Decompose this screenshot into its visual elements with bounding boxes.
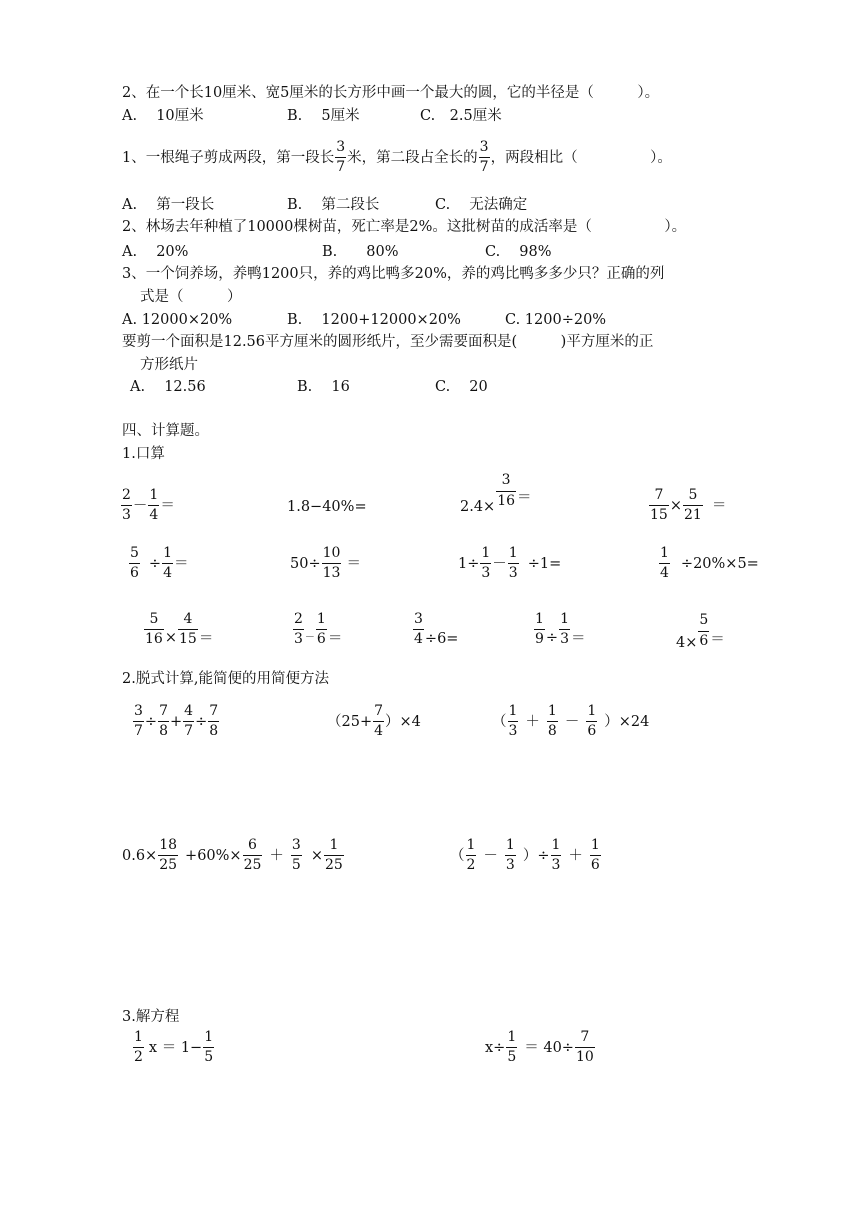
denominator: 7 xyxy=(134,723,143,740)
numerator: 1 xyxy=(149,487,159,503)
mc-q3-text: 2、林场去年种植了10000棵树苗，死亡率是2%。这批树苗的成活率是（ ）。 xyxy=(122,219,687,235)
fraction xyxy=(133,1030,144,1066)
oral-item xyxy=(292,612,342,648)
numerator: 4 xyxy=(183,611,193,627)
operator-text: ÷ xyxy=(195,713,208,730)
mc-q1-option-b: B. 5厘米 xyxy=(287,108,360,124)
fraction xyxy=(659,546,670,582)
mc-q5-option-a: A. 12.56 xyxy=(130,379,206,395)
denominator: 3 xyxy=(294,631,303,648)
fraction xyxy=(506,1030,517,1066)
mc-q3-option-b: B. 80% xyxy=(322,244,399,260)
denominator: 3 xyxy=(560,631,569,648)
denominator: 3 xyxy=(481,565,491,582)
denominator: 2 xyxy=(134,1049,143,1066)
operator-text: － xyxy=(492,555,507,572)
operator-text: ＝ xyxy=(327,630,343,647)
operator-text: 0.6× xyxy=(122,847,158,864)
oral-item xyxy=(120,488,175,524)
mc-q2-option-a: A. 第一段长 xyxy=(122,197,215,213)
numerator: 1 xyxy=(507,1029,517,1045)
mc-q4-option-b: B. 1200+12000×20% xyxy=(287,312,461,328)
fraction xyxy=(158,838,178,874)
denominator: 4 xyxy=(414,631,423,648)
numerator: 1 xyxy=(535,611,544,627)
fraction xyxy=(683,488,703,524)
numerator: 1 xyxy=(163,545,172,561)
fraction xyxy=(129,546,140,582)
mc-q2-mid: 米，第二段占全长的 xyxy=(347,149,478,166)
fraction xyxy=(121,488,132,524)
operator-text: ＋ xyxy=(269,847,284,864)
numerator: 2 xyxy=(294,611,303,627)
denominator: 25 xyxy=(159,857,178,874)
numerator: 1 xyxy=(560,611,569,627)
numerator: 7 xyxy=(374,703,384,719)
operator-text: ÷ xyxy=(545,629,559,646)
numerator: 7 xyxy=(654,487,664,503)
oral-heading: 1.口算 xyxy=(122,446,165,462)
denominator: 21 xyxy=(683,507,702,524)
operator-text: ＝ xyxy=(198,630,214,647)
denominator: 8 xyxy=(159,723,168,740)
mc-q1-option-a: A. 10厘米 xyxy=(122,108,204,124)
fraction xyxy=(480,546,491,582)
operator-text: × xyxy=(310,847,323,864)
numerator: 7 xyxy=(159,703,168,719)
denominator: 4 xyxy=(163,565,172,582)
denominator: 10 xyxy=(575,1049,594,1066)
operator-text: － xyxy=(132,497,148,514)
operator-text: 2.4× xyxy=(460,499,496,515)
numerator: 4 xyxy=(184,703,194,719)
numerator: 7 xyxy=(580,1029,590,1045)
denominator: 6 xyxy=(699,632,709,649)
fraction xyxy=(133,704,144,740)
operator-text: ＋ xyxy=(525,713,540,730)
denominator: 7 xyxy=(479,159,489,176)
mc-q3-option-a: A. 20% xyxy=(122,244,189,260)
numerator: 1 xyxy=(505,837,515,853)
denominator: 25 xyxy=(324,857,343,874)
calc-expression xyxy=(122,838,345,874)
operator-text: ＝ 40÷ xyxy=(524,1039,574,1056)
fraction xyxy=(586,704,597,740)
operator-text: × xyxy=(164,629,177,646)
denominator: 13 xyxy=(322,565,341,582)
numerator: 1 xyxy=(551,837,561,853)
fraction xyxy=(413,612,424,648)
operator-text: （25+ xyxy=(327,713,373,730)
fraction xyxy=(575,1030,595,1066)
numerator: 3 xyxy=(134,703,143,719)
mc-q1-option-c: C. 2.5厘米 xyxy=(420,108,502,124)
numerator: 1 xyxy=(316,611,326,627)
operator-text: （ xyxy=(492,713,507,730)
denominator: 5 xyxy=(507,1049,517,1066)
fraction xyxy=(178,612,198,648)
numerator: 1 xyxy=(590,837,600,853)
denominator: 3 xyxy=(551,857,561,874)
operator-text: x÷ xyxy=(485,1039,506,1056)
numerator: 10 xyxy=(322,545,341,561)
fraction xyxy=(373,704,384,740)
fraction xyxy=(547,704,558,740)
oral-item xyxy=(458,546,561,582)
oral-item xyxy=(533,612,586,648)
fraction xyxy=(534,612,545,648)
mc-q5-option-c: C. 20 xyxy=(435,379,488,395)
denominator: 3 xyxy=(508,565,518,582)
mc-q4-option-c: C. 1200÷20% xyxy=(505,312,607,328)
numerator: 1 xyxy=(466,837,476,853)
numerator: 5 xyxy=(130,545,139,561)
operator-text: ＝ xyxy=(710,632,725,648)
operator-text: ＝ xyxy=(346,555,361,572)
operator-text: ＝ xyxy=(571,630,586,647)
fraction xyxy=(335,140,346,176)
fraction xyxy=(162,546,173,582)
numerator: 3 xyxy=(501,472,511,489)
denominator: 6 xyxy=(130,565,139,582)
denominator: 2 xyxy=(466,857,476,874)
equation xyxy=(485,1030,596,1066)
fraction xyxy=(508,546,519,582)
fraction xyxy=(590,838,601,874)
operator-text: × xyxy=(669,497,682,514)
numerator: 1 xyxy=(329,837,339,853)
denominator: 16 xyxy=(497,492,516,509)
oral-item: 1.8−40%= xyxy=(287,499,367,515)
operator-text: ÷ xyxy=(144,713,158,730)
denominator: 15 xyxy=(650,507,668,524)
operator-text: +60%× xyxy=(185,847,242,864)
denominator: 3 xyxy=(122,507,131,524)
numerator: 3 xyxy=(479,139,489,155)
mc-q5-text-line1: 要剪一个面积是12.56平方厘米的圆形纸片，至少需要面积是( )平方厘米的正 xyxy=(122,334,654,350)
section-title: 四、计算题。 xyxy=(122,423,209,439)
denominator: 4 xyxy=(149,507,159,524)
oral-item xyxy=(128,546,189,582)
fraction xyxy=(293,612,304,648)
fraction xyxy=(158,704,169,740)
mc-q2-option-c: C. 无法确定 xyxy=(435,197,528,213)
denominator: 5 xyxy=(291,857,301,874)
operator-text: ÷ xyxy=(148,555,162,572)
numerator: 1 xyxy=(508,545,518,561)
denominator: 7 xyxy=(184,723,194,740)
mc-q4-text-line2: 式是（ ） xyxy=(140,289,242,305)
oral-item xyxy=(412,612,458,648)
operator-text: （ xyxy=(450,847,465,864)
numerator: 1 xyxy=(508,703,518,719)
mc-q2-pre: 1、一根绳子剪成两段，第一段长 xyxy=(122,149,335,166)
calc-expression xyxy=(327,704,421,740)
denominator: 4 xyxy=(374,723,384,740)
numerator: 5 xyxy=(688,487,698,503)
calc-expression xyxy=(132,704,220,740)
numerator: 1 xyxy=(587,703,597,719)
mc-q5-option-b: B. 16 xyxy=(297,379,350,395)
numerator: 1 xyxy=(660,545,669,561)
mc-q3-option-c: C. 98% xyxy=(485,244,552,260)
numerator: 5 xyxy=(149,611,159,627)
mc-q4-text-line1: 3、一个饲养场，养鸭1200只，养的鸡比鸭多20%，养的鸡比鸭多多少只？正确的列 xyxy=(122,266,665,282)
numerator: 3 xyxy=(336,139,346,155)
operator-text: ＝ xyxy=(517,490,532,506)
operator-text: － xyxy=(304,631,315,643)
numerator: 5 xyxy=(699,612,709,629)
calc-expression xyxy=(492,704,649,740)
denominator: 5 xyxy=(204,1049,214,1066)
fraction xyxy=(203,1030,214,1066)
fraction xyxy=(291,838,302,874)
fraction xyxy=(649,488,669,524)
denominator: 4 xyxy=(660,565,669,582)
mc-q1-text: 2、在一个长10厘米、宽5厘米的长方形中画一个最大的圆，它的半径是（ ）。 xyxy=(122,85,660,101)
fraction xyxy=(466,838,477,874)
equation-heading: 3.解方程 xyxy=(122,1009,180,1025)
denominator: 8 xyxy=(547,723,557,740)
operator-text: ）×24 xyxy=(604,713,650,730)
fraction xyxy=(243,838,263,874)
fraction xyxy=(183,704,194,740)
fraction xyxy=(505,838,516,874)
mc-q2-post: ，两段相比（ ）。 xyxy=(490,149,672,166)
denominator: 6 xyxy=(587,723,597,740)
calc-expression xyxy=(450,838,602,874)
fraction xyxy=(148,488,159,524)
oral-item xyxy=(648,488,726,524)
operator-text: ÷1= xyxy=(527,555,562,572)
fraction xyxy=(698,613,709,649)
calc-heading: 2.脱式计算,能简便的用简便方法 xyxy=(122,671,329,687)
denominator: 16 xyxy=(145,631,163,648)
fraction xyxy=(496,473,516,509)
denominator: 3 xyxy=(508,723,518,740)
fraction xyxy=(559,612,570,648)
operator-text: ÷20%×5= xyxy=(680,555,759,572)
fraction xyxy=(508,704,519,740)
operator-text: ＝ xyxy=(711,497,727,514)
operator-text: ＝ xyxy=(160,497,175,514)
operator-text: － xyxy=(564,713,580,730)
denominator: 8 xyxy=(209,723,219,740)
operator-text: ＝ xyxy=(174,555,189,572)
operator-text: ÷6= xyxy=(424,630,459,647)
operator-text: x ＝ 1− xyxy=(148,1039,203,1056)
denominator: 7 xyxy=(336,159,346,176)
fraction xyxy=(479,140,490,176)
denominator: 15 xyxy=(178,631,197,648)
operator-text: 50÷ xyxy=(290,555,321,572)
fraction xyxy=(551,838,562,874)
fraction xyxy=(322,546,342,582)
numerator: 3 xyxy=(414,611,423,627)
denominator: 9 xyxy=(535,631,544,648)
numerator: 7 xyxy=(209,703,219,719)
numerator: 3 xyxy=(291,837,301,853)
operator-text: ）×4 xyxy=(385,713,421,730)
fraction xyxy=(316,612,327,648)
denominator: 6 xyxy=(316,631,326,648)
numerator: 1 xyxy=(134,1029,143,1045)
numerator: 2 xyxy=(122,487,131,503)
operator-text: ）÷ xyxy=(522,847,550,864)
numerator: 18 xyxy=(159,837,178,853)
operator-text: － xyxy=(483,847,498,864)
operator-text: + xyxy=(170,713,183,730)
operator-text: ＋ xyxy=(568,847,583,864)
denominator: 3 xyxy=(505,857,515,874)
numerator: 6 xyxy=(248,837,257,853)
fraction xyxy=(208,704,219,740)
denominator: 6 xyxy=(590,857,600,874)
oral-item xyxy=(143,612,213,648)
numerator: 1 xyxy=(547,703,557,719)
mc-q2-option-b: B. 第二段长 xyxy=(287,197,380,213)
fraction xyxy=(144,612,164,648)
equation xyxy=(132,1030,215,1066)
numerator: 1 xyxy=(481,545,491,561)
oral-item xyxy=(658,546,759,582)
oral-item xyxy=(676,612,725,651)
fraction xyxy=(324,838,344,874)
mc-q2-text xyxy=(122,140,672,176)
numerator: 1 xyxy=(204,1029,214,1045)
operator-text: 4× xyxy=(676,635,698,651)
mc-q4-option-a: A. 12000×20% xyxy=(122,312,233,328)
oral-item xyxy=(290,546,361,582)
denominator: 25 xyxy=(243,857,262,874)
mc-q5-text-line2: 方形纸片 xyxy=(140,357,198,373)
oral-item xyxy=(460,468,532,515)
operator-text: 1÷ xyxy=(458,555,480,572)
